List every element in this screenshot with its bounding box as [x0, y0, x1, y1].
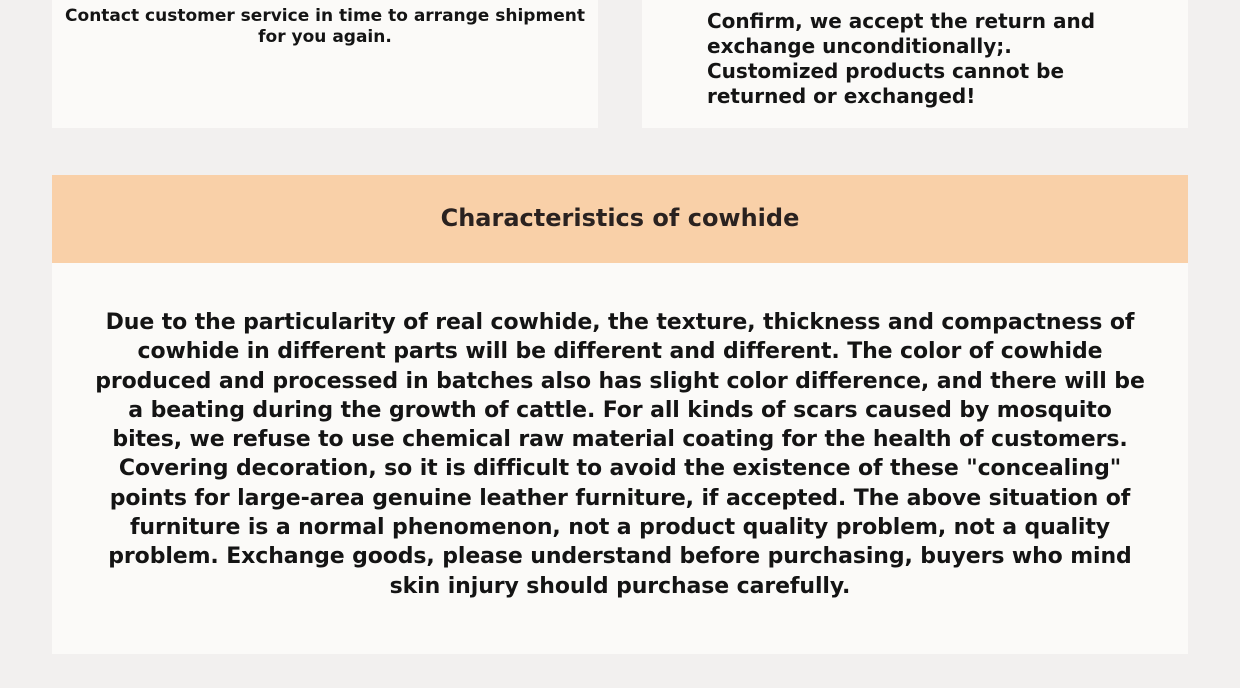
return-exchange-note: Confirm, we accept the return and exchange unconditionally;. Customized products cannot be returned or exchanged!: [707, 9, 1096, 108]
section-title: Characteristics of cowhide: [440, 204, 800, 232]
cowhide-characteristics-section: [52, 175, 1188, 654]
cowhide-description: Due to the particularity of real cowhide, the texture, thickness and compactness of cowhide in different parts will be different and different. The color of cowhide produced and processed in batches also has slight color difference, and there will be a beating during the growth of cattle. For all kinds of scars caused by mosquito bites, we refuse to use chemical raw material coating for the health of customers. Covering decoration, so it is difficult to avoid the existence of these "concealing" points for large-area genuine leather furniture, if accepted. The above situation of furniture is a normal phenomenon, not a product quality problem, not a quality problem. Exchange goods, please understand before purchasing, buyers who mind skin injury should purchase carefully.: [95, 310, 1145, 599]
return-policy-card-left: [52, 0, 598, 128]
section-header-band: [52, 175, 1188, 263]
reshipment-note: Contact customer service in time to arrange shipment for you again.: [65, 6, 585, 47]
return-policy-card-right: [642, 0, 1188, 128]
